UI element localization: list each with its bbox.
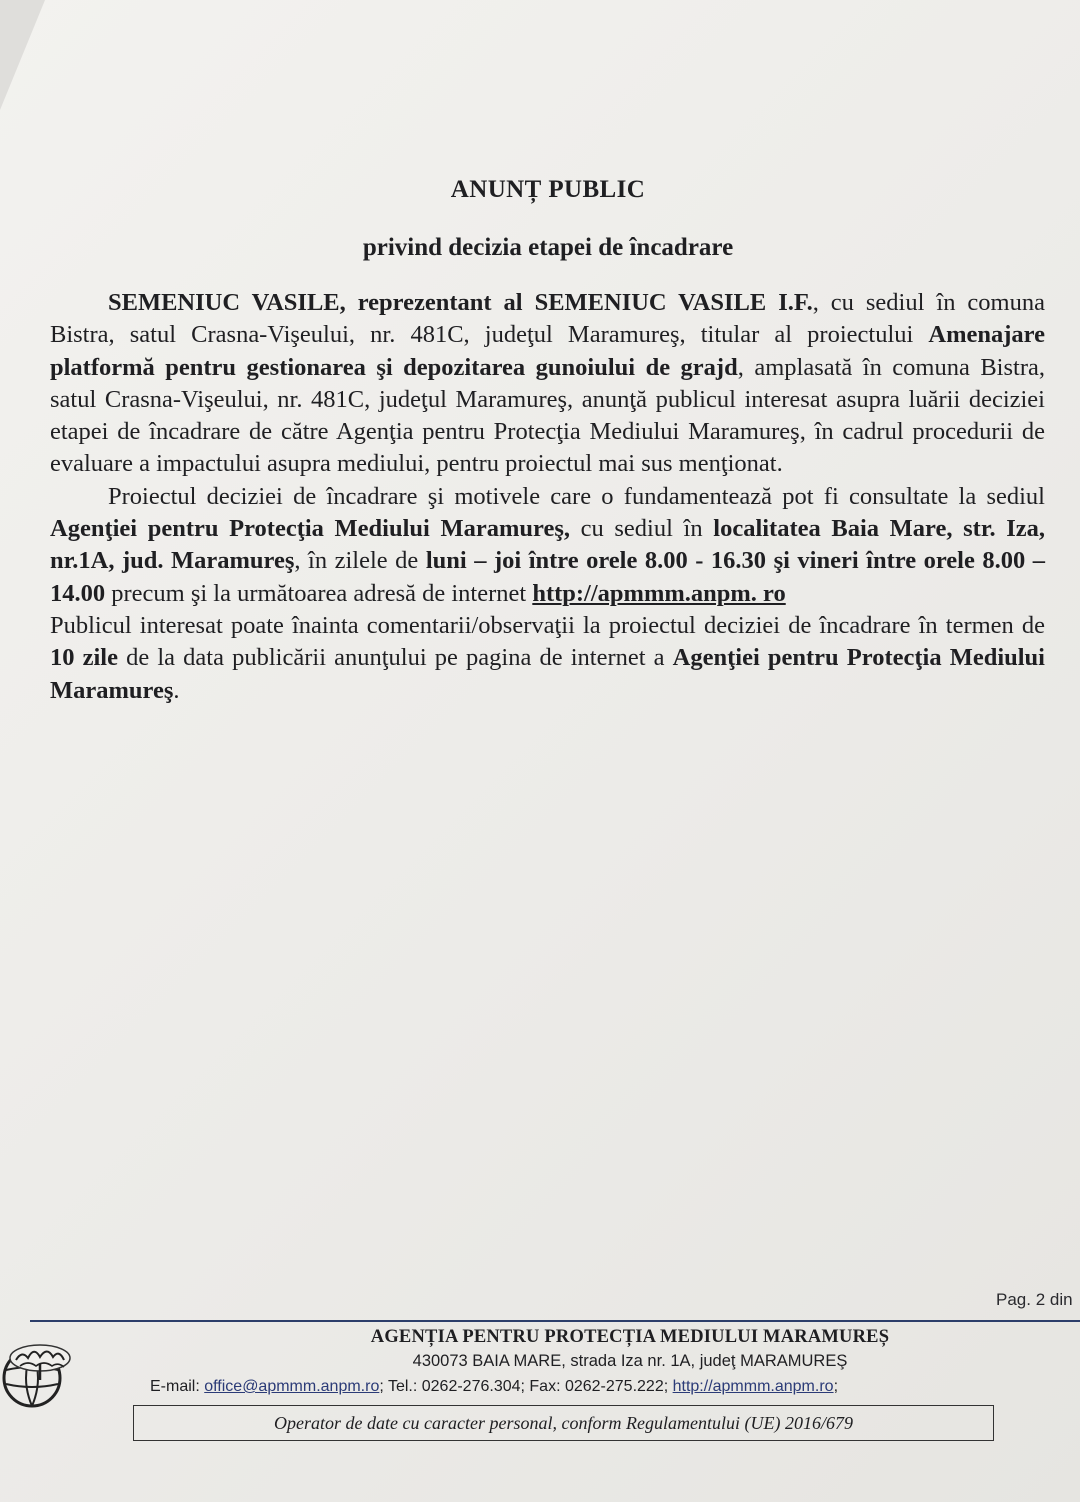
footer-agency-title: AGENȚIA PENTRU PROTECȚIA MEDIULUI MARAMUREȘ <box>370 1327 890 1347</box>
office-hours: între orele 8.00 - 16.30 şi vineri între orele 8.00 – 14.00 <box>50 547 1045 607</box>
p2-text-a: Proiectul deciziei de încadrare şi motivele care o fundamentează pot fi consultate la sediul <box>108 482 1045 510</box>
agency-address: localitatea Baia Mare, str. Iza, nr.1A, jud. Maramureş <box>50 515 1045 575</box>
p1-bold-connector: , reprezentant al <box>339 289 535 316</box>
company-name: SEMENIUC VASILE I.F. <box>534 289 813 316</box>
email-label: E-mail: <box>150 1378 205 1395</box>
email-link[interactable]: office@apmmm.anpm.ro <box>204 1378 380 1395</box>
days-range: luni – joi <box>425 547 522 575</box>
footer-divider <box>30 1320 1080 1322</box>
paragraph-2 <box>50 481 1045 610</box>
project-name: Amenajare platformă pentru gestionarea şi depozitarea gunoiului de grajd <box>50 321 1045 381</box>
applicant-name: SEMENIUC VASILE <box>108 289 340 316</box>
p2-text-e: precum şi la următoarea adresă de internet <box>105 579 533 607</box>
deadline-days: 10 zile <box>50 644 118 672</box>
p3-text-a: Publicul interesat poate înainta comentarii/observaţii la proiectul deciziei de încadrare în termen de <box>50 611 1045 639</box>
p1-text-a: , cu sediul în comuna Bistra, satul Crasna-Vişeului, nr. 481C, judeţul Maramureş, titular al proiectului <box>50 289 1045 349</box>
website-link[interactable]: http://apmmm.anpm. ro <box>532 579 786 607</box>
paragraph-3 <box>50 610 1045 707</box>
p3-text-c: . <box>173 676 180 704</box>
p3-text-b: de la data publicării anunţului pe pagina de internet a <box>118 644 673 672</box>
footer-address: 430073 BAIA MARE, strada Iza nr. 1A, judeţ MARAMUREŞ <box>412 1352 848 1370</box>
p2-text-c: , în zilele de <box>294 547 426 575</box>
gdpr-notice: Operator de date cu caracter personal, conform Regulamentului (UE) 2016/679 <box>133 1405 994 1441</box>
paragraph-1 <box>50 287 1045 481</box>
announcement-body <box>50 287 1045 707</box>
p2-text-d <box>521 547 529 574</box>
agency-name-2: Agenţiei pentru Protecţia Mediului Maramureş <box>50 644 1045 704</box>
page-subtitle: privind decizia etapei de încadrare <box>362 234 734 261</box>
footer-contact <box>150 1378 1030 1396</box>
page-number: Pag. 2 din <box>996 1290 1073 1309</box>
agency-logo-icon <box>2 1328 76 1412</box>
p2-text-b: cu sediul în <box>570 515 714 543</box>
footer-website-link[interactable]: http://apmmm.anpm.ro <box>672 1378 834 1395</box>
page-title: ANUNȚ PUBLIC <box>450 176 646 203</box>
agency-name: Agenţiei pentru Protecţia Mediului Maramureş, <box>50 515 570 543</box>
contact-end: ; <box>833 1378 839 1395</box>
page-fold-shadow <box>0 0 45 110</box>
phone-fax: ; Tel.: 0262-276.304; Fax: 0262-275.222; <box>379 1378 673 1395</box>
p1-text-b: , amplasată în comuna Bistra, satul Crasna-Vişeului, nr. 481C, judeţul Maramureş, anunţă publicul interesat asupra luării deciziei etapei de încadrare de către Agenţia pentru Protecţia Mediului Maramureş, în cadrul procedurii de evaluare a impactului asupra mediului, pentru proiectul mai sus menţionat. <box>50 353 1045 478</box>
